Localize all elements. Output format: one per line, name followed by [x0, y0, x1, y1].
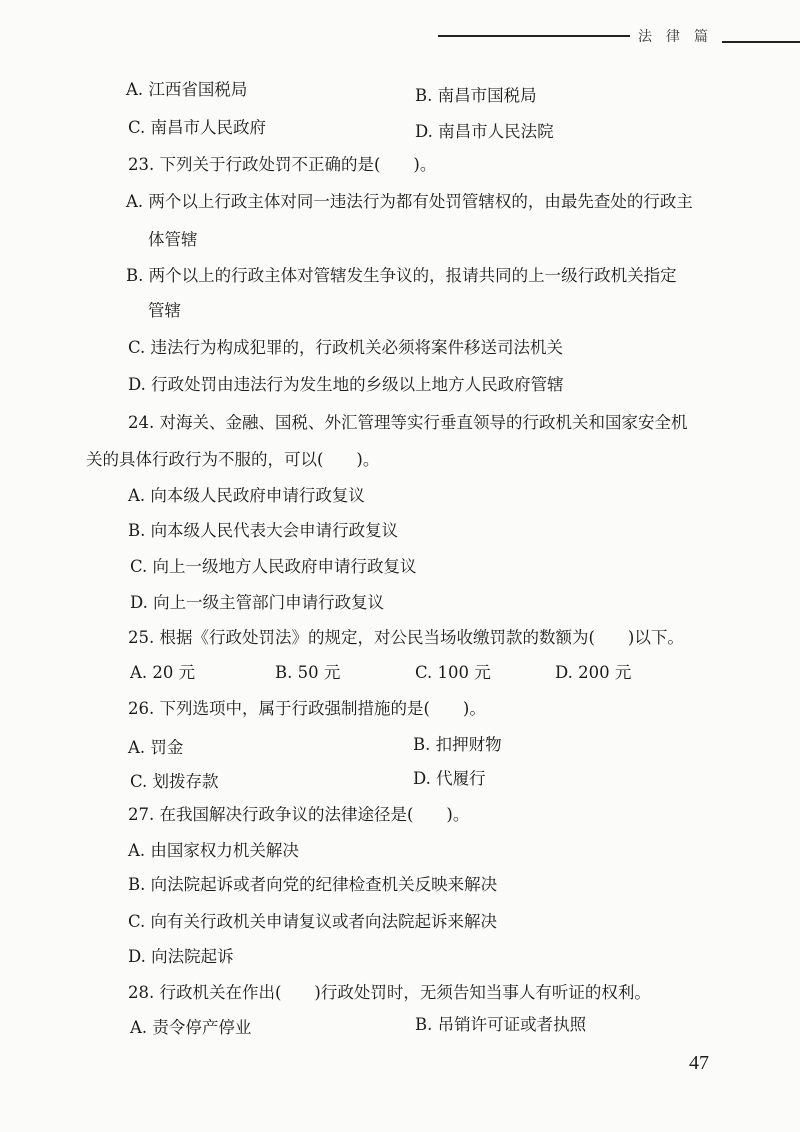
q24-option-d: D. 向上一级主管部门申请行政复议	[130, 593, 385, 612]
q22-option-a: A. 江西省国税局	[126, 80, 248, 99]
question-24-line2: 关的具体行政行为不服的，可以( )。	[86, 450, 380, 469]
question-23: 23. 下列关于行政处罚不正确的是( )。	[128, 155, 437, 174]
q27-option-c: C. 向有关行政机关申请复议或者向法院起诉来解决	[128, 912, 498, 931]
q22-option-d: D. 南昌市人民法院	[415, 122, 554, 141]
q27-option-b: B. 向法院起诉或者向党的纪律检查机关反映来解决	[128, 875, 498, 894]
header-rule-right	[722, 41, 800, 43]
q23-option-b-line2: 管辖	[148, 301, 181, 320]
q27-option-a: A. 由国家权力机关解决	[128, 841, 299, 860]
q23-option-a-line2: 体管辖	[148, 230, 198, 249]
question-27: 27. 在我国解决行政争议的法律途径是( )。	[128, 805, 470, 824]
q23-option-c: C. 违法行为构成犯罪的，行政机关必须将案件移送司法机关	[128, 338, 564, 357]
q24-option-b: B. 向本级人民代表大会申请行政复议	[128, 521, 399, 540]
page-number: 47	[689, 1052, 709, 1074]
q25-option-d: D. 200 元	[555, 663, 632, 682]
q25-option-b: B. 50 元	[275, 663, 341, 682]
q22-option-c: C. 南昌市人民政府	[128, 118, 267, 137]
q28-option-a: A. 责令停产停业	[130, 1018, 252, 1037]
q23-option-d: D. 行政处罚由违法行为发生地的乡级以上地方人民政府管辖	[128, 375, 564, 394]
q22-option-b: B. 南昌市国税局	[415, 86, 537, 105]
question-24-line1: 24. 对海关、金融、国税、外汇管理等实行垂直领导的行政机关和国家安全机	[128, 413, 688, 432]
q25-option-a: A. 20 元	[130, 663, 196, 682]
question-25: 25. 根据《行政处罚法》的规定，对公民当场收缴罚款的数额为( )以下。	[128, 628, 684, 647]
q24-option-a: A. 向本级人民政府申请行政复议	[128, 486, 365, 505]
question-26: 26. 下列选项中，属于行政强制措施的是( )。	[128, 699, 486, 718]
q23-option-b-line1: B. 两个以上的行政主体对管辖发生争议的，报请共同的上一级行政机关指定	[126, 266, 677, 285]
q26-option-c: C. 划拨存款	[130, 772, 219, 791]
header-rule-left	[438, 35, 630, 37]
q23-option-a-line1: A. 两个以上行政主体对同一违法行为都有处罚管辖权的，由最先查处的行政主	[126, 192, 693, 211]
q24-option-c: C. 向上一级地方人民政府申请行政复议	[130, 557, 417, 576]
question-28: 28. 行政机关在作出( )行政处罚时，无须告知当事人有听证的权利。	[128, 983, 651, 1002]
q26-option-b: B. 扣押财物	[413, 735, 502, 754]
q25-option-c: C. 100 元	[415, 663, 491, 682]
q28-option-b: B. 吊销许可证或者执照	[415, 1015, 587, 1034]
q26-option-a: A. 罚金	[128, 738, 184, 757]
q27-option-d: D. 向法院起诉	[128, 947, 234, 966]
running-header: 法律篇	[638, 29, 722, 45]
q26-option-d: D. 代履行	[413, 769, 486, 788]
